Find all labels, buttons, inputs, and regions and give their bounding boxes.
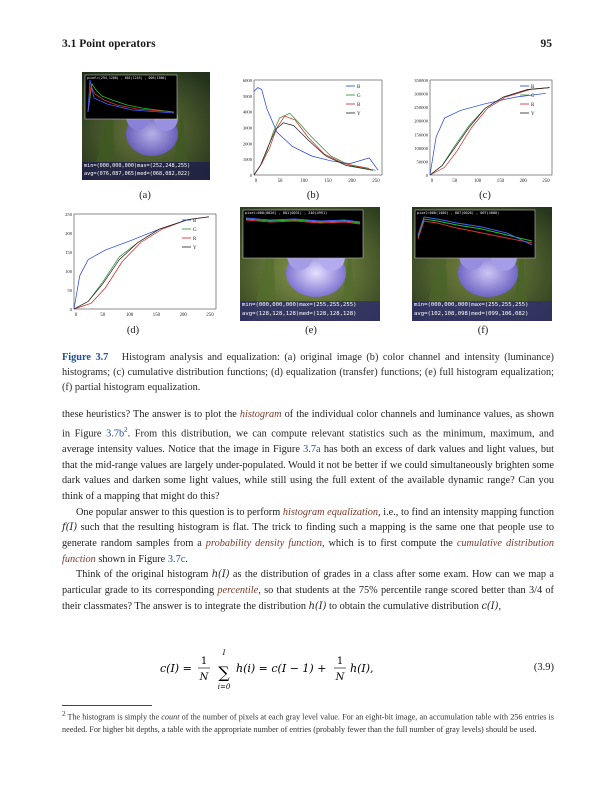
- eq-term2: h(I),: [350, 662, 374, 675]
- y-tick-label: 300000: [414, 91, 428, 97]
- sublabel-c: (c): [479, 190, 491, 201]
- x-tick-label: 250: [542, 179, 550, 184]
- figure-ref[interactable]: 3.7b: [106, 428, 125, 440]
- chart-cumulative-svg: [398, 72, 558, 190]
- eq-frac2-den: N: [335, 672, 345, 683]
- photo-tag: pixel=006(1400) , 007(0026) , 007(4080): [417, 211, 500, 215]
- photo-stats-line1: min=(000,000,000)max=(255,255,255): [414, 302, 529, 308]
- legend-label: Y: [193, 246, 197, 251]
- legend-label: Y: [531, 112, 535, 117]
- y-tick-label: 50: [67, 288, 72, 293]
- x-tick-label: 100: [300, 179, 308, 184]
- y-tick-label: 100: [65, 269, 72, 274]
- paragraph-1: these heuristics? The answer is to plot the histogram of the individual color channels and luminance values, as shown in Figure $3.7b^2$. From this distribution, we can compute relevant statistics such as the minimum, maximum, and average intensity values. Notice that the image in Figure 3.7a has both an excess of dark values and light values, but that the mid-range values are largely under-populated. Would it not be better if we could simultaneously brighten some dark values and darken some light values, while still using the full extent of the available dynamic range? Can you think of a mapping that might do this?: [62, 409, 554, 502]
- legend-label: B: [531, 85, 535, 90]
- legend-label: G: [357, 94, 361, 99]
- chart-cumulative: [398, 72, 558, 190]
- eq-sum-top: I: [222, 649, 226, 657]
- x-tick-label: 200: [179, 313, 187, 318]
- footnote: $^2$ The histogram is simply the count of the number of pixels at each gray level value. For an eight-bit image, an accumulation table with 256 entries is needed. For higher bit depths, a table with the appropriate number of entries (probably fewer than the full number of gray levels) should be used.: [62, 710, 554, 734]
- equation-number: (3.9): [533, 662, 554, 673]
- figure-caption-text: Histogram analysis and equalization: (a) original image (b) color channel and intensity (luminance) histograms; (c) cumulative distribution functions; (d) equalization (transfer) functions; (e) full histogram equalization; (f) partial histogram equalization.: [62, 352, 554, 393]
- eq-frac1-den: N: [199, 672, 209, 683]
- y-tick-label: 250: [65, 212, 72, 217]
- paragraph-2: One popular answer to this question is to perform histogram equalization, i.e., to find an intensity mapping function f(I) such that the resulting histogram is flat. The trick to finding such a mapping is the same one that people use to generate random samples from a probability density function, which is to first compute the cumulative distribution function shown in Figure 3.7c.: [62, 506, 555, 565]
- x-tick-label: 0: [74, 313, 78, 318]
- eq-term1: h(i) = c(I − 1) +: [236, 662, 327, 675]
- figure-ref[interactable]: 3.7a: [303, 443, 321, 455]
- legend-label: R: [193, 237, 197, 242]
- equation-3-9: [160, 645, 554, 695]
- photo-tag: pixel=000(0026) , 001(0031) , 240(4991): [245, 211, 328, 215]
- eq-sum-bottom: i=0: [217, 683, 231, 691]
- footnote-rule: [62, 705, 152, 706]
- x-tick-label: 150: [324, 179, 332, 184]
- chart-histograms-svg: [228, 72, 388, 190]
- figure-caption: [62, 350, 554, 395]
- chart-transfer-svg: [54, 208, 222, 324]
- photo-tag: pixel=(294,1200) , 001(1245) , 008(1360): [87, 76, 167, 80]
- y-tick-label: 3000: [242, 125, 252, 131]
- y-tick-label: 50000: [416, 159, 428, 165]
- photo-stats-line2: avg=(076,087,065)med=(068,082,022): [84, 171, 191, 177]
- running-header: [62, 38, 552, 52]
- footnote-ref[interactable]: 2: [124, 425, 128, 434]
- chart-histograms: [228, 72, 388, 190]
- sublabel-e: (e): [305, 325, 317, 336]
- y-tick-label: 2000: [242, 141, 252, 147]
- photo-full-equalization: [240, 207, 380, 321]
- y-tick-label: 0: [69, 307, 72, 312]
- x-tick-label: 250: [372, 179, 380, 184]
- legend-label: R: [357, 103, 361, 108]
- x-tick-label: 0: [430, 179, 434, 184]
- y-tick-label: 150: [65, 250, 72, 255]
- photo-stats-line2: avg=(128,128,128)med=(128,128,128): [242, 311, 357, 317]
- photo-original: [82, 72, 210, 180]
- figure-label: Figure 3.7: [62, 352, 109, 363]
- y-tick-label: 0: [249, 173, 252, 178]
- footnote-mark: 2: [62, 710, 66, 718]
- y-tick-label: 6000: [242, 78, 252, 83]
- y-tick-label: 1000: [242, 157, 252, 163]
- photo-stats-line2: avg=(102,108,098)med=(099,106,082): [414, 311, 529, 317]
- legend-label: B: [357, 85, 361, 90]
- eq-frac2-num: 1: [336, 656, 344, 667]
- x-tick-label: 50: [452, 179, 458, 184]
- legend-label: R: [531, 103, 535, 108]
- y-tick-label: 200: [65, 231, 72, 236]
- sublabel-a: (a): [139, 190, 151, 201]
- x-tick-label: 150: [496, 179, 505, 184]
- legend-label: Y: [357, 112, 361, 117]
- photo-stats-line1: min=(000,000,000)max=(252,248,255): [84, 163, 191, 169]
- x-tick-label: 50: [100, 313, 106, 318]
- x-tick-label: 200: [519, 179, 527, 184]
- eq-lhs: c(I) =: [160, 662, 192, 675]
- body-text: [62, 407, 554, 615]
- svg-text:∑: ∑: [218, 663, 230, 682]
- x-tick-label: 200: [348, 179, 356, 184]
- legend-label: G: [531, 94, 535, 99]
- paragraph-3: Think of the original histogram h(I) as the distribution of grades in a class after some exam. How can we map a particular grade to its corresponding percentile, so that students at the 75% percentile range scored better than 3/4 of their classmates? The answer is to integrate the distribution h(I) to obtain the cumulative distribution c(I),: [62, 569, 554, 612]
- sublabel-d: (d): [126, 325, 140, 336]
- legend-label: G: [193, 228, 197, 233]
- y-tick-label: 100000: [414, 145, 428, 151]
- legend-label: B: [193, 219, 197, 224]
- x-tick-label: 250: [206, 313, 214, 318]
- y-tick-label: 250000: [414, 105, 428, 111]
- y-tick-label: 150000: [414, 132, 428, 138]
- y-tick-label: 5000: [242, 93, 252, 99]
- photo-stats-line1: min=(000,000,000)max=(255,255,255): [242, 302, 357, 308]
- y-tick-label: 0: [425, 173, 428, 178]
- chart-transfer: [54, 208, 222, 324]
- sublabel-b: (b): [306, 190, 320, 201]
- y-tick-label: 200000: [414, 118, 428, 124]
- figure-ref[interactable]: 3.7c: [167, 553, 186, 565]
- eq-frac1-num: 1: [200, 656, 208, 667]
- x-tick-label: 50: [277, 179, 283, 184]
- y-tick-label: 350000: [414, 78, 428, 83]
- y-tick-label: 4000: [242, 109, 252, 115]
- x-tick-label: 150: [152, 313, 161, 318]
- page-number: 95: [540, 38, 552, 50]
- x-tick-label: 100: [473, 179, 482, 184]
- x-tick-label: 100: [125, 313, 134, 318]
- section-title: 3.1 Point operators: [62, 38, 156, 50]
- x-tick-label: 0: [254, 179, 258, 184]
- sublabel-f: (f): [477, 325, 489, 336]
- photo-partial-equalization: [412, 207, 552, 321]
